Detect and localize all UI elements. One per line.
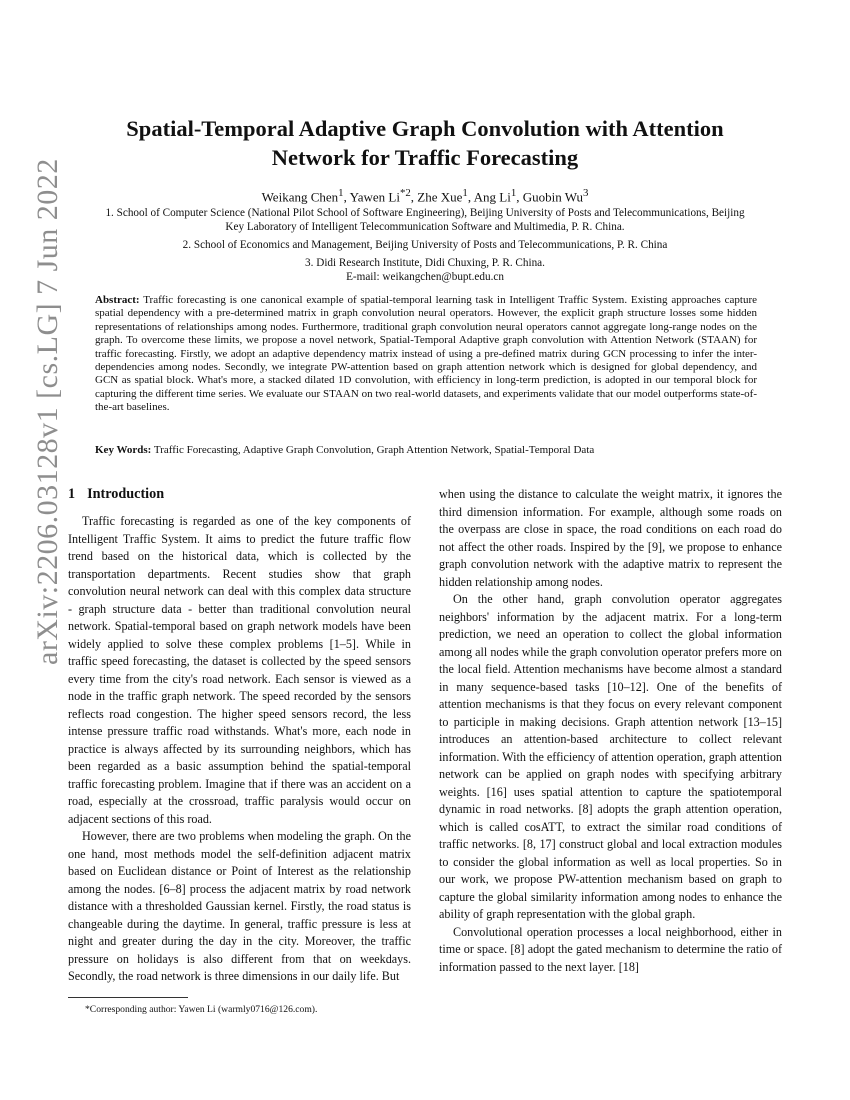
left-column [68, 513, 411, 986]
author-name: Ang Li [473, 189, 511, 205]
affiliation-1 [30, 206, 820, 234]
footnote-rule [68, 997, 188, 998]
author-name: Guobin Wu [522, 189, 583, 205]
abstract-text: Traffic forecasting is one canonical example of spatial-temporal learning task in Intelligent Traffic System. Existing approaches capture spatial dependency with a pre-determined matrix in graph convolution neural operators. However, the explicit graph structure losses some hidden representations of relationships among nodes. Furthermore, traditional graph convolution neural operators cannot aggregate long-range nodes on the graph. To overcome these limits, we propose a novel network, Spatial-Temporal Adaptive graph convolution with Attention Network (STAAN) for traffic forecasting. Firstly, we adopt an adaptive dependency matrix instead of using a pre-defined matrix during GCN processing to infer the inter-dependencies among nodes. Secondly, we integrate PW-attention based on graph attention network which is designed for global dependency, and GCN as spatial block. What's more, a stacked dilated 1D convolution, with efficiency in long-term prediction, is adopted in our temporal block for capturing the different time series. We evaluate our STAAN on two real-world datasets, and experiments validate that our model outperforms state-of-the-art baselines. [95, 294, 757, 414]
affiliation-1-line-2: Key Laboratory of Intelligent Telecommunication Software and Multimedia, P. R. China. [225, 221, 625, 233]
arxiv-identifier: arXiv:2206.03128v1 [cs.LG] 7 Jun 2022 [31, 158, 64, 665]
keywords-label: Key Words: [95, 444, 152, 456]
contact-email: E-mail: weikangchen@bupt.edu.cn [346, 271, 504, 283]
footnote: *Corresponding author: Yawen Li (warmly0716@126.com). [85, 1004, 318, 1015]
abstract [95, 294, 757, 415]
section-title: Introduction [87, 486, 165, 502]
paragraph: when using the distance to calculate the weight matrix, it ignores the third dimension information. For example, although some roads on the overpass are close in space, the road conditions on each road do not affect the other roads. Inspired by the [9], we propose to enhance graph convolution network with the adaptive matrix to represent the hidden relationship among nodes. [439, 487, 782, 589]
author-affil-mark: 3 [583, 187, 589, 199]
paragraph: Traffic forecasting is regarded as one of the key components of Intelligent Traffic System. It aims to predict the future traffic flow trend based on the historical data, which is collected by the transportation departments. Recent studies show that graph convolution neural network can deal with this complex data structure - graph structure data - better than traditional convolution neural network. Spatial-temporal based on graph network models have been widely applied to solve these complex problems [1–5]. While in traffic speed forecasting, the dataset is collected by the speed sensors every time from the city's road network. Each sensor is viewed as a node in the traffic graph network. The speed recorded by the sensors reflects road congestion. The higher speed sensors record, the less intense pressure traffic road withstands. What's more, each node in practice is always affected by its surrounding neighbors, which has been regarded as a basic assumption behind the spatial-temporal traffic forecasting problem. Imagine that if there was an accident on a road, especially at the crossroad, traffic paralysis would occur on adjacent sections of this road. [68, 514, 411, 826]
author-affil-mark: 1 [510, 187, 517, 199]
author-affil-mark: 1 [462, 187, 468, 199]
author-name: Zhe Xue [417, 189, 463, 205]
abstract-label: Abstract: [95, 294, 140, 306]
paper-title [60, 114, 790, 172]
author-name: Yawen Li [349, 189, 400, 205]
right-column [439, 486, 782, 976]
section-heading [68, 486, 164, 503]
author-list: Weikang Chen$^1$, Yawen Li$^{*2}$, Zhe Xue$^1$, Ang Li$^1$, Guobin Wu$^3$ [261, 187, 589, 205]
affiliation-1-line-1: 1. School of Computer Science (National Pilot School of Software Engineering), Beijing University of Posts and Telecommunications, Beijing [105, 207, 745, 219]
title-line-2: Network for Traffic Forecasting [271, 145, 579, 170]
section-number: 1 [68, 486, 76, 502]
author-name: Weikang Chen [261, 189, 339, 205]
author-affil-mark: 1 [338, 187, 344, 199]
keywords [95, 443, 757, 457]
author-affil-mark: *2 [399, 187, 411, 199]
affiliation-3: 3. Didi Research Institute, Didi Chuxing, P. R. China. [305, 257, 545, 269]
paragraph: However, there are two problems when modeling the graph. On the one hand, most methods model the self-definition adjacent matrix based on Euclidean distance or Point of Interest as the relationship among the nodes. [6–8] process the adjacent matrix by road network distance with a thresholded Gaussian kernel. Firstly, the road status is changeable during the daytime. In general, traffic pressure is less at night and greater during the day in the city. Moreover, the traffic pressure on holidays is also different from that on weekdays. Secondly, the road network is three dimensions in our daily life. But [68, 829, 411, 983]
paragraph: Convolutional operation processes a local neighborhood, either in time or space. [8] adopt the gated mechanism to determine the ratio of information passed to the next layer. [18] [439, 924, 782, 974]
title-line-1: Spatial-Temporal Adaptive Graph Convolution with Attention [126, 116, 724, 141]
keywords-text: Traffic Forecasting, Adaptive Graph Convolution, Graph Attention Network, Spatial-Temporal Data [153, 444, 595, 456]
affiliation-2: 2. School of Economics and Management, Beijing University of Posts and Telecommunications, P. R. China [182, 239, 668, 251]
paragraph: On the other hand, graph convolution operator aggregates neighbors' information by the adjacent matrix. For a long-term prediction, we need an operation to collect the global information among all nodes while the graph convolution operator prefers more on the local field. Attention mechanisms have become almost a standard in many sequence-based tasks [10–12]. One of the benefits of attention mechanisms is that they focus on every relevant component to participle in making decisions. Graph attention network [13–15] introduces an attention-based architecture to collect relevant information. With the efficiency of attention operation, graph attention network can be applied on graph nodes with specifying arbitrary weights. [16] uses spatial attention to capture the spatiotemporal dynamic in road networks. [8] adopts the graph attention operation, which is called cosATT, to extract the similar road conditions of traffic networks. [8, 17] construct global and local extraction modules to consider the global information as well as local properties. So in our work, we propose PW-attention mechanism based on graph to capture the global similarity information among nodes to enhance the ability of graph representation with the global graph. [439, 592, 782, 921]
